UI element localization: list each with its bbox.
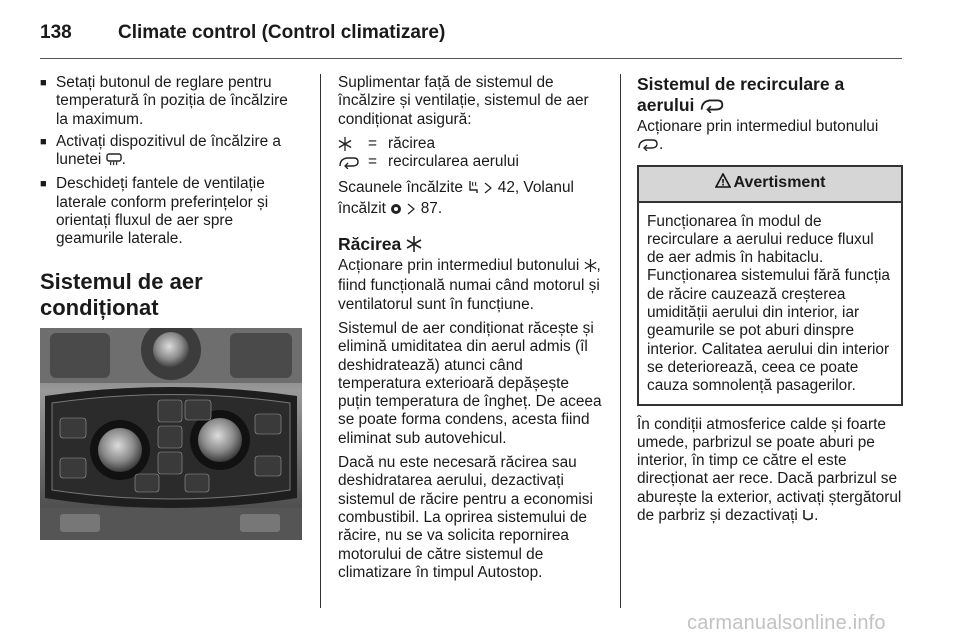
legend-label: recircularea aerului [388, 153, 519, 171]
legend-label: răcirea [388, 134, 436, 152]
page-reference-icon [483, 181, 493, 199]
column-left [40, 74, 302, 321]
heated-seat-icon [467, 180, 479, 199]
climate-panel-photo [40, 328, 302, 540]
page-title: Climate control (Control climatizare) [118, 22, 446, 43]
wheel-ref-text: 87. [420, 199, 443, 217]
page-number: 138 [40, 22, 72, 43]
instruction-list [40, 74, 302, 249]
cooling-paragraph-1 [338, 257, 604, 314]
column-divider-2 [620, 74, 621, 608]
legend-equals: = [368, 153, 377, 171]
seats-text: Scaunele încălzite [338, 179, 463, 197]
bullet-suffix: . [121, 151, 126, 169]
heated-steering-wheel-icon [390, 202, 402, 220]
legend-row-cooling [338, 135, 604, 153]
snowflake-icon [338, 137, 368, 151]
recirculation-intro-text: Acționare prin intermediul butonului [637, 118, 879, 135]
after-warning-text: În condiții atmosferice calde și foarte umede, parbrizul se poate aburi pe interior, în timp ce către el este direcționat aer rece. Dacă parbrizul se aburește la exterior, activați ștergătorul de parbriz și dezactivați [637, 415, 902, 525]
section-heading-air-conditioning: Sistemul de aer condiționat [40, 268, 203, 320]
header-rule [40, 58, 902, 59]
recirculation-intro [637, 118, 903, 157]
warning-box [637, 165, 903, 406]
recirculation-icon [699, 97, 725, 118]
recirculation-icon [338, 155, 368, 169]
warning-header [639, 167, 901, 203]
snowflake-icon [406, 236, 422, 257]
watermark: carmanualsonline.info [687, 612, 886, 634]
bullet-text: Setați butonul de reglare pentru temperatură în poziția de încălzire la maximum. [56, 74, 288, 128]
legend-equals: = [368, 134, 377, 152]
warning-title: Avertisment [733, 174, 826, 192]
warning-triangle-icon [715, 173, 731, 193]
bullet-text: Deschideți fantele de ventilație laterale conform preferințelor și orientați fluxul de aer spre geamurile laterale. [56, 175, 269, 248]
list-item [40, 74, 302, 129]
page-header [40, 18, 902, 58]
svg-text:!: ! [720, 178, 725, 189]
recirculation-heading-text: Sistemul de recirculare a aerului [637, 74, 845, 115]
section-heading-cooling [338, 234, 604, 257]
cooling-paragraph-3: Dacă nu este necesară răcirea sau deshidratarea aerului, dezactivați sistemul de răcire pentru a economisi combustibil. La oprirea sistemului de răcire, nu se va solicita repornirea motorului de către sistemul de climatizare în timpul Autostop. [338, 454, 593, 581]
seats-ref-text: 42, Volanul încălzit [338, 179, 574, 217]
column-right [637, 74, 903, 533]
intro-suffix: . [659, 136, 664, 154]
recirculation-icon [637, 137, 659, 156]
column-middle [338, 74, 604, 588]
list-item [40, 133, 302, 172]
column-divider-1 [320, 74, 321, 608]
wiper-icon [802, 509, 814, 527]
rear-window-heater-icon [106, 152, 122, 171]
snowflake-icon [584, 259, 597, 277]
cooling-text: , fiind funcțională numai când motorul și ventilatorul sunt în funcțiune. [338, 257, 601, 313]
seats-reference [338, 179, 604, 220]
list-item [40, 175, 302, 248]
cooling-text: Acționare prin intermediul butonului [338, 257, 580, 275]
warning-body: Funcționarea în modul de recirculare a aerului reduce fluxul de aer admis în habitaclu. Funcționarea sistemului fără funcția de răcire cauzează creșterea umidității aerului din interior, iar geamurile se pot aburi dinspre interior. Calitatea aerului din interior se deteriorează, ceea ce poate cauza somnolență pasagerilor. [647, 212, 890, 395]
after-warning-paragraph: În condiții atmosferice calde și foarte umede, parbrizul se poate aburi pe interior, în timp ce către el este direcționat aer rece. Dacă parbrizul se aburește la exterior, activați ștergătorul de parbriz și dezactivați . [637, 416, 903, 528]
cooling-paragraph-2: Sistemul de aer condiționat răcește și elimină umiditatea din aerul admis (îl deshidratează) atunci când temperatura exterioară depășește puțin temperatura de îngheț. De aceea se poate forma condens, acesta fiind eliminat sub autovehicul. [338, 319, 602, 447]
legend-row-recirculation [338, 153, 604, 171]
intro-paragraph: Suplimentar față de sistemul de încălzire și ventilație, sistemul de aer condiționat asigură: [338, 74, 589, 128]
section-heading-recirculation [637, 74, 903, 118]
bullet-text: Activați dispozitivul de încălzire a lunetei [56, 132, 281, 169]
function-legend [338, 135, 604, 172]
cooling-heading-text: Răcirea [338, 234, 402, 255]
page-reference-icon [406, 202, 416, 220]
